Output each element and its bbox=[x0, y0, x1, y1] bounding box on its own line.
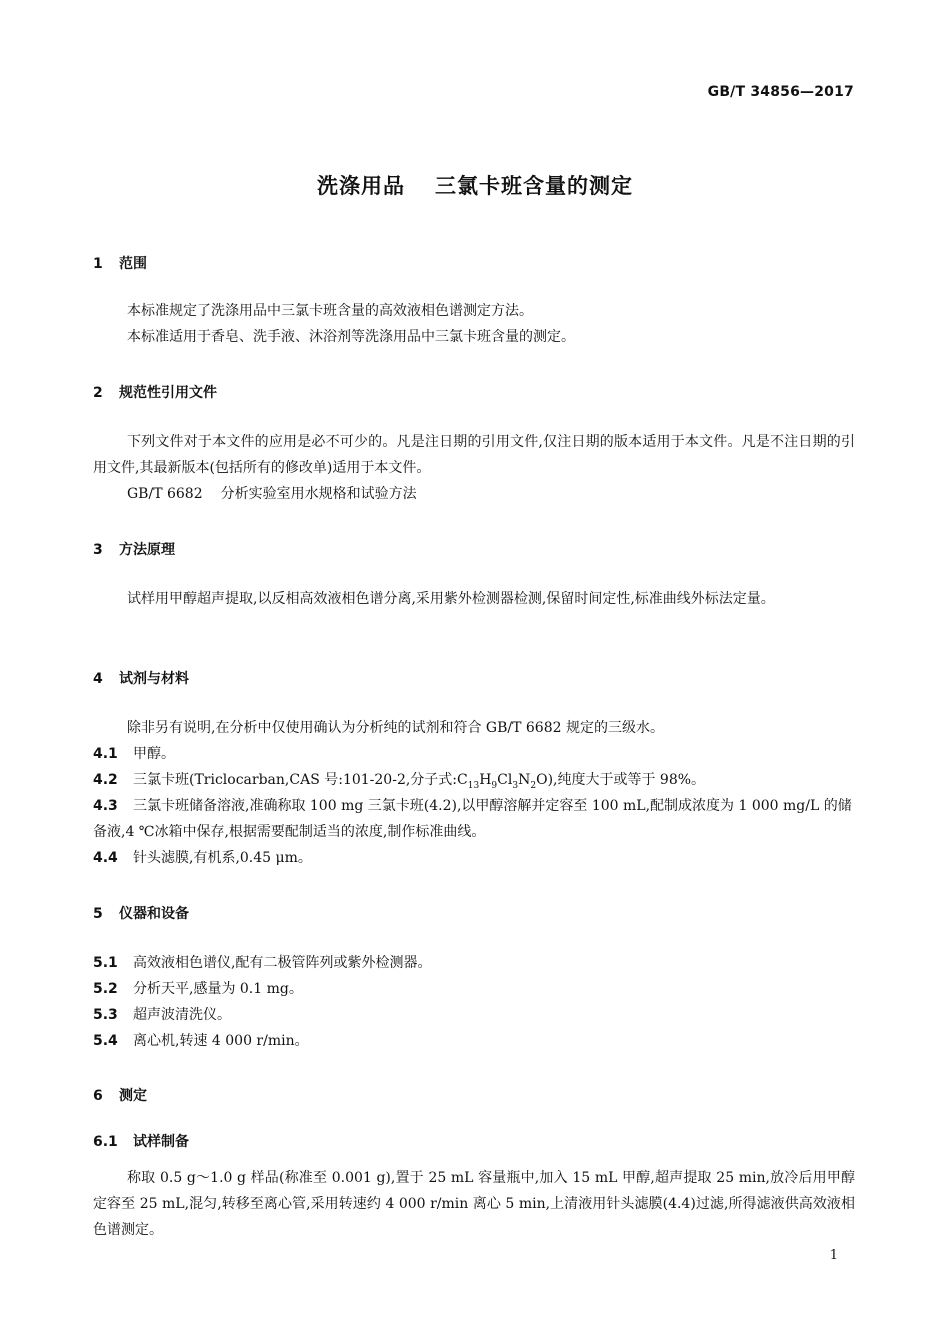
section-6-1-paragraph-1: 称取 0.5 g～1.0 g 样品(称准至 0.001 g),置于 25 mL 容量瓶中,加入 15 mL 甲醇,超声提取 25 min,放冷后用甲醇定容至 25 mL,混匀,转移至离心管,采用转速约 4 000 r/min 离心 5 min,上清液用针头滤膜(4.4)过滤,所得滤液供高效液相色谱测定。 bbox=[93, 1170, 855, 1238]
section-4-heading bbox=[93, 668, 189, 688]
section-2-paragraph-1: 下列文件对于本文件的应用是必不可少的。凡是注日期的引用文件,仅注日期的版本适用于本文件。凡是不注日期的引用文件,其最新版本(包括所有的修改单)适用于本文件。 bbox=[93, 434, 855, 476]
section-4-intro: 除非另有说明,在分析中仅使用确认为分析纯的试剂和符合 GB/T 6682 规定的三级水。 bbox=[127, 720, 664, 736]
section-number: 6 bbox=[93, 1088, 103, 1104]
section-3-heading bbox=[93, 539, 175, 559]
title-part-1: 洗涤用品 bbox=[317, 174, 405, 198]
item-text-end: ),纯度大于或等于 98%。 bbox=[547, 772, 706, 788]
section-number: 3 bbox=[93, 542, 103, 558]
section-1-paragraph-2: 本标准适用于香皂、洗手液、沐浴剂等洗涤用品中三氯卡班含量的测定。 bbox=[127, 329, 575, 345]
section-number: 5 bbox=[93, 906, 103, 922]
section-number: 1 bbox=[93, 256, 103, 272]
section-number: 4 bbox=[93, 671, 103, 687]
item-number: 4.1 bbox=[93, 746, 118, 762]
list-item-5-3 bbox=[93, 1002, 855, 1028]
item-number: 5.1 bbox=[93, 955, 118, 971]
item-number: 5.3 bbox=[93, 1007, 118, 1023]
title-part-2: 三氯卡班含量的测定 bbox=[435, 174, 633, 198]
normative-reference bbox=[93, 481, 855, 507]
item-text: 分析天平,感量为 0.1 mg。 bbox=[133, 981, 303, 997]
section-title: 试剂与材料 bbox=[119, 671, 189, 687]
item-number: 4.3 bbox=[93, 798, 118, 814]
reference-title: 分析实验室用水规格和试验方法 bbox=[220, 486, 417, 502]
section-1-heading bbox=[93, 253, 147, 273]
document-title bbox=[0, 170, 950, 200]
list-item-5-2 bbox=[93, 976, 855, 1002]
list-item-4-1 bbox=[93, 741, 855, 767]
section-6-heading bbox=[93, 1085, 147, 1105]
item-text: 离心机,转速 4 000 r/min。 bbox=[133, 1033, 309, 1049]
item-number: 5.4 bbox=[93, 1033, 118, 1049]
list-item-4-3 bbox=[93, 793, 855, 845]
item-text: 甲醇。 bbox=[133, 746, 175, 762]
item-text-start: 三氯卡班(Triclocarban,CAS 号:101-20-2,分子式: bbox=[133, 772, 458, 788]
section-title: 方法原理 bbox=[119, 542, 175, 558]
section-title: 范围 bbox=[119, 256, 147, 272]
section-1-paragraph-1: 本标准规定了洗涤用品中三氯卡班含量的高效液相色谱测定方法。 bbox=[127, 303, 533, 319]
item-number: 5.2 bbox=[93, 981, 118, 997]
subsection-6-1-heading bbox=[93, 1131, 189, 1151]
section-title: 测定 bbox=[119, 1088, 147, 1104]
section-title: 仪器和设备 bbox=[119, 906, 189, 922]
section-title: 规范性引用文件 bbox=[119, 385, 217, 401]
subsection-number: 6.1 bbox=[93, 1134, 118, 1150]
section-5-heading bbox=[93, 903, 189, 923]
item-text: 三氯卡班储备溶液,准确称取 100 mg 三氯卡班(4.2),以甲醇溶解并定容至 100 mL,配制成浓度为 1 000 mg/L 的储备液,4 ℃冰箱中保存,根据需要配制适当的浓度,制作标准曲线。 bbox=[93, 798, 852, 840]
section-2-heading bbox=[93, 382, 217, 402]
subsection-title: 试样制备 bbox=[133, 1134, 189, 1150]
reference-code: GB/T 6682 bbox=[127, 486, 203, 502]
item-text: 针头滤膜,有机系,0.45 μm。 bbox=[133, 850, 312, 866]
page-number: 1 bbox=[829, 1248, 838, 1263]
list-item-5-1 bbox=[93, 950, 855, 976]
list-item-4-4 bbox=[93, 845, 855, 871]
item-text: 超声波清洗仪。 bbox=[133, 1007, 231, 1023]
section-3-paragraph-1: 试样用甲醇超声提取,以反相高效液相色谱分离,采用紫外检测器检测,保留时间定性,标准曲线外标法定量。 bbox=[127, 591, 775, 607]
list-item-5-4 bbox=[93, 1028, 855, 1054]
section-number: 2 bbox=[93, 385, 103, 401]
item-number: 4.4 bbox=[93, 850, 118, 866]
item-text: 高效液相色谱仪,配有二极管阵列或紫外检测器。 bbox=[133, 955, 432, 971]
molecular-formula: $C_{13}H_9Cl_3N_2O$ bbox=[457, 772, 548, 791]
item-number: 4.2 bbox=[93, 772, 118, 788]
standard-number: GB/T 34856—2017 bbox=[707, 84, 854, 100]
